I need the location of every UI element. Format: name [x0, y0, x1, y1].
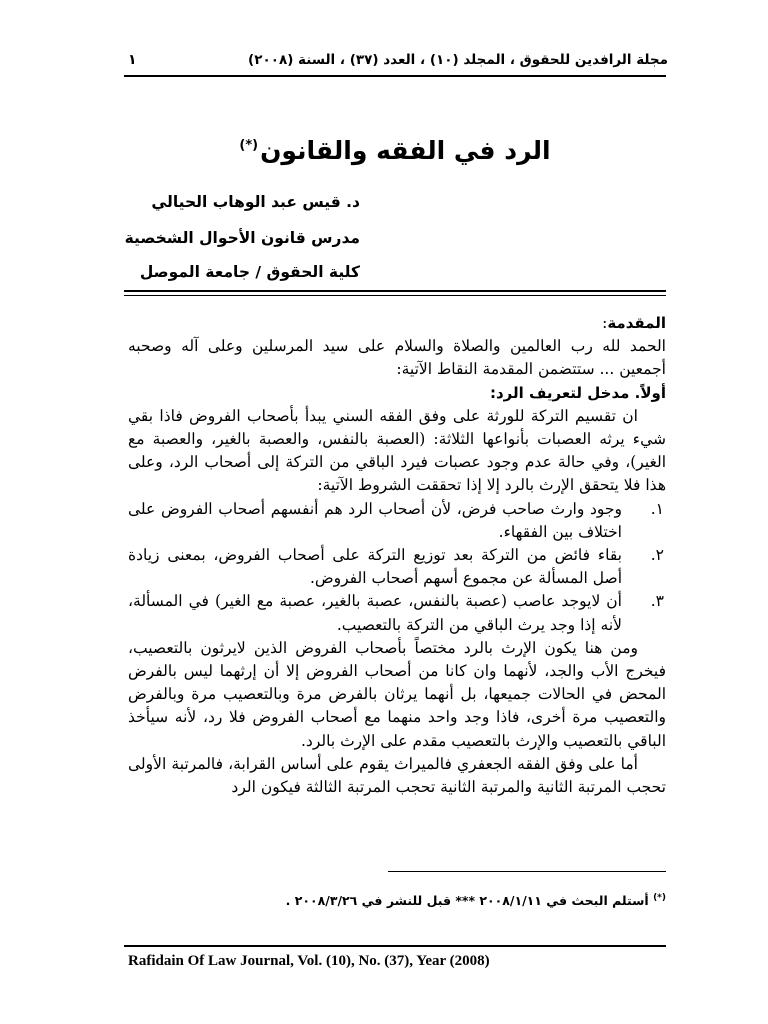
paragraph-2: ومن هنا يكون الإرث بالرد مختصاً بأصحاب الفروض الذين لايرثون بالتعصيب، فيخرج الأب والجد، لأنهما وان كانا من أصحاب الفروض إلا أن إرثهما ليس بالفرض المحض في الحالات جميعها، بل أنهما يرثان بالفرض مرة وبالتعصيب مرة وبالفرض والتعصيب مرة أخرى، فاذا وجد واحد منهما مع أصحاب الفروض فلا رد، لأنه سيأخذ الباقي بالتعصيب والإرث بالتعصيب مقدم على الإرث بالرد. [128, 638, 666, 750]
title-footnote-mark: (*) [239, 138, 259, 153]
journal-running-header: مجلة الرافدين للحقوق ، المجلد (١٠) ، العدد (٣٧) ، السنة (٢٠٠٨) [248, 52, 668, 68]
footer-citation: Rafidain Of Law Journal, Vol. (10), No. (37), Year (2008) [128, 953, 490, 969]
article-title: الرد في الفقه والقانون(*) [239, 136, 551, 165]
condition-number: ١. [650, 499, 664, 518]
intro-heading-line: المقدمة: [602, 314, 666, 332]
author-affiliation: كلية الحقوق / جامعة الموصل [139, 263, 360, 281]
intro-heading: المقدمة [607, 314, 666, 332]
condition-text: أن لايوجد عاصب (عصبة بالنفس، عصبة بالغير، عصبة مع الغير) في المسألة، لأنه إذا وجد يرث الباقي من التركة بالتعصيب. [128, 592, 622, 634]
footnote-rule [388, 871, 666, 872]
footnote-text: أستلم البحث في ٢٠٠٨/١/١١ *** قبل للنشر في ٢٠٠٨/٣/٢٦ . [285, 893, 649, 909]
intro-paragraph: الحمد لله رب العالمين والصلاة والسلام على سيد المرسلين وعلى آله وصحبه أجمعين ... ستتضمن المقدمة النقاط الآتية: [128, 337, 666, 379]
condition-number: ٣. [650, 592, 664, 611]
footer-rule [124, 945, 666, 947]
footnote [286, 893, 666, 908]
condition-text: وجود وارث صاحب فرض، لأن أصحاب الرد هم أنفسهم أصحاب الفروض على اختلاف بين الفقهاء. [128, 499, 622, 541]
article-body [128, 312, 666, 799]
section1-paragraph: ان تقسيم التركة للورثة على وفق الفقه السني يبدأ بأصحاب الفروض فاذا بقي شيء يرثه العصبات بأنواعها الثلاثة: (العصبة بالنفس، والعصبة بالغير، والعصبة مع الغير)، وفي حالة عدم وجود عصبات فيرد الباقي من التركة إلى أصحاب الرد، وعلى هذا فلا يتحقق الإرث بالرد إلا إذا تحققت الشروط الآتية: [128, 406, 666, 495]
footnote-mark: (*) [653, 893, 666, 903]
condition-text: بقاء فائض من التركة بعد توزيع التركة على أصحاب الفروض، بمعنى زيادة أصل المسألة عن مجموع أسهم أصحاب الفروض. [128, 546, 622, 588]
condition-number: ٢. [650, 546, 664, 565]
condition-item [128, 498, 666, 544]
author-name: د. قيس عبد الوهاب الحيالي [151, 193, 360, 211]
section1-heading: أولاً. مدخل لتعريف الرد: [489, 383, 666, 402]
condition-item [128, 590, 666, 636]
author-position: مدرس قانون الأحوال الشخصية [124, 229, 360, 247]
author-rule-top [124, 290, 666, 292]
condition-item [128, 544, 666, 590]
header-rule [124, 75, 666, 77]
page-number: ١ [128, 52, 137, 68]
author-rule-bottom [124, 295, 666, 296]
paragraph-3: أما على وفق الفقه الجعفري فالميراث يقوم على أساس القرابة، فالمرتبة الأولى تحجب المرتبة الثانية والمرتبة الثانية تحجب المرتبة الثالثة فيكون الرد [128, 754, 666, 797]
